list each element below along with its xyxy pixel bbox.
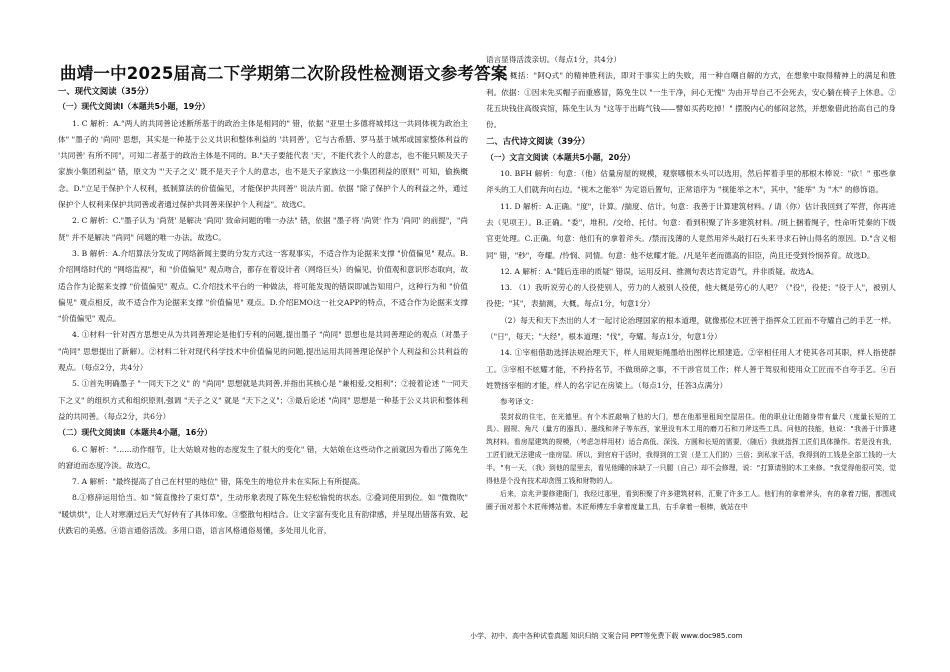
- answer-9: 9. 概括："阿Q式" 的精神胜利法，即对于事实上的失败，用一种自嘲自解的方式，在想象中取得精神上的满足和胜利。依据：①因未先买帽子而重感冒，陈免生以 "一生干净，问心无愧" 为由开导自己不会死去，安心躺在椅子上休息。②花五块钱住高级宾馆，陈免生认为 "这等于出晦气钱——譬如买药吃掉！" 摆脱内心的郁闷忿然，并想象借此抬高自己的身份。: [486, 71, 896, 130]
- answer-13-1: 13. （1）我听说劳心的人役使别人，劳力的人被别人役使，他大概是劳心的人吧？（"役"，役使；"役于人"，被别人役使；"其"，表揣测，大概。每点1分，句意1分）: [486, 283, 896, 309]
- subsection-heading-3: （一）文言文阅读（本题共5小题，20分）: [486, 152, 635, 162]
- answer-5: 5. ①首先明确墨子 "一同天下之义" 的 "尚同" 思想就是共同善,并指出其核心是 "兼相爱,交相利"；②接着论述 "一同天下之义" 的组织方式和组织原则,强调 "天子之义" 就是 "天下之义"；③最后论述 "尚同" 思想是一种基于公义共识和整体利益的共同善。（每点2分，共6分）: [58, 379, 468, 421]
- left-column: [58, 83, 468, 539]
- subsection-heading-2: （二）现代文阅读Ⅱ（本题共4小题，16分）: [58, 428, 212, 438]
- right-column: [486, 52, 896, 514]
- answer-12: 12. A 解析：A."随后连串的质疑" 错误，运用反问、推测句表达肯定语气，并非质疑。故选A。: [500, 266, 819, 276]
- answer-14: 14. ①宰相借助选择法规治理天下，样人用规矩绳墨给出图样比照建造。②宰相任用人才使其各司其职，样人指使群工。③宰相不炫耀才能，不矜持名节，不做琐碎之事，不干涉官员工作；样人善于驾驭和使用众工匠而不自夸手艺。④百姓赞扬宰相的才能，样人的名字记在房梁上。（每点1分，任答3点满分）: [486, 348, 896, 390]
- answer-6: 6. C 解析："……动作细节，让大姑娘对他的态度发生了很大的变化" 错，大姑娘在这些动作之前就因为看出了陈免生的窘迫而态度冷淡。故选C。: [58, 444, 468, 470]
- answer-2: 2. C 解析：C."墨子认为 '尚贤' 是解决 '尚同' 致命问题的唯一办法" 错，依据 "墨子将 '尚贤' 作为 '尚同' 的前提"，"尚贤" 并不是解决 "尚同" 问题的唯一办法。故选C。: [58, 216, 468, 242]
- section-heading-classical: 二、古代诗文阅读（39分）: [486, 136, 590, 147]
- section-heading-modern: 一、现代文阅读（35分）: [58, 86, 154, 96]
- answer-8-continued: 语言显得活泼亲切。（每点1分，共4分）: [486, 55, 621, 64]
- translation-paragraph-1: 裴封叔的住宅，在光德里。有个木匠敲响了他的大门，想在他那里租间空屋居住。他的职业让他随身带有量尺（度量长短的工具）、圆规、角尺（量方的器具）、墨线和斧子等东西，家里没有木工用的磨刀石和刀斧这些工具。问他的技能，他说："我善于计算建筑材料。看房屋建筑的规模，（考虑怎样用材）适合高低、深浅、方圆和长短的需要，（随后）我就指挥工匠们具体操作。若是没有我，工匠们就无法建成一座房屋。所以，到官府干活时，我得到的工资（是工人们的）三倍；到私家干活，我得到的工钱是全部工钱的一大半。"有一天，（我）到他的屋里去，看见他睡的床缺了一只腿（自己）却不会修理，说："打算请别的木工来修。"我觉得他很可笑，觉得他是个没有技术却贪图工钱和财物的人。: [486, 412, 896, 486]
- answer-8: 8.①修辞运用恰当。如 "简直像拎了束灯草"，生动形象表现了陈免生轻松愉悦的状态。②叠词使用到位。如 "微微吹" "暖烘烘"，让人对寒潮过后天气好转有了具体印象。③整散句相结合。让文字富有变化且有韵律感，并呈现出错落有致、起伏跌宕的美感。④语言通俗活泼。多用口语，语言风格通俗易懂，多处用儿化音，: [58, 493, 468, 536]
- document-title: 曲靖一中2025届高二下学期第二次阶段性检测语文参考答案: [60, 64, 508, 83]
- answer-7: 7. A 解析："最终提高了自己在村里的地位" 错，陈免生的地位并未在实际上有所提高。: [72, 477, 365, 487]
- translation-label: 参考译文：: [500, 397, 538, 407]
- answer-1: 1. C 解析：A."两人的共同善论述断所基于的政治主体是相同的" 错，依据 "亚里士多德将城邦这一共同体视为政治主体" "墨子的 '尚同' 思想，其实是一种基于公义共识和整体利益的 '共同善'，它与古希腊、罗马基于城邦或国家整体利益的 '共同善' 有所不同"，可知二者基于的政治主体是不同的。B."天子要能代表 '天'，不能代表个人的意志，也不能只顾及天子家族小集团利益" 错，原文为 "'天子之义' 既不是天子个人的意志，也不是天子家族这一小集团利益的原则" 可知，偷换概念。D."立足于保护个人权利，抵制算法的价值偏见，才能保护共同善" 说法片面。依据 "除了保护个人的利益之外，通过保护个人权利来保护共同善或者通过保护共同善来保护个人利益"。故选C。: [58, 118, 468, 210]
- footer-note: 小学、初中、高中各种试卷真题 知识归纳 文案合同 PPT等免费下载 www.doc985.com: [470, 632, 743, 640]
- answer-11: 11. D 解析：A.正确。"度"，计算。/揣度、估计。句意：我善于计算建筑材料。/ 请（你）估计我回到了军营，你再进去（见项王）。B.正确。"委"，堆积。/交给、托付。句意：看到积聚了许多建筑材料。/斑上捆着绳子，性命听凭秦的下级官吏处理。C.正确。句意：他们有的拿着斧头。/禁而浅薄的人竟然用斧头敲打石头来寻求石钟山得名的原因。D."含义相同" 错，"秒"，夸耀。/怜悯、同情。句意：他不炫耀才能。/凡是年老而德高的旧臣，尚且还受到怜悯养育。故选D。: [486, 201, 896, 260]
- subsection-heading-1: （一）现代文阅读Ⅰ（本题共5小题，19分）: [58, 102, 210, 112]
- answer-13-2: （2）每天和天下杰出的人才一起讨论治理国家的根本道理，就像那位木匠善于指挥众工匠而不夸耀自己的手艺一样。（"日"，每天；"大经"，根本道理；"伐"，夸耀。每点1分，句意1分）: [486, 315, 896, 342]
- answer-10: 10. BFH 解析：句意：（他）估量房屋的规模，观察哪根木头可以选用，然后挥着手里的那根木棒说："砍！" 那些拿斧头的工人们就奔向右边。"视木之能举" 为定语后置句，正常语序为 "视能举之木"，其中，"能举" 为 "木" 的修饰语。: [486, 169, 896, 195]
- translation-paragraph-2: 后来，京兆尹要修建衙门，我经过那里，看到积聚了许多建筑材料，汇聚了许多工人。他们有的拿着斧头，有的拿着刀锯，都围成圈子面对那个木匠师傅站着。木匠师傅左手拿着度量工具，右手拿着一根棒，就站在中: [486, 489, 896, 511]
- answer-3: 3. B 解析：A.介绍算法分发成了网络新闻主要的分发方式这一客观事实，不适合作为论据来支撑 "价值偏见" 观点。B.介绍网络时代的 "网络监视"，和 "价值偏见" 观点吻合，都存在着设计者（网络巨头）的偏见、价值观和意识形态取向，故适合作为论据来支撑 "价值偏见" 观点。C.介绍技术平台的一种做法，将可能发现的错误即诚告知用户，这种行为和 "价值偏见" 观点相反，故不适合作为论据来支撑 "价值偏见" 观点。D.介绍EMO这一社交APP的特点，不适合作为论据来支撑 "价值偏见" 观点。: [58, 248, 468, 324]
- answer-4: 4. ①材料一针对西方思想史从为共同善理论是他们专利的问题,提出墨子 "尚同" 思想也是共同善理论的观点（对墨子 "尚同" 思想提出了新解）。②材料二针对现代科学技术中价值偏见的问题,提出运用共同善理论保护个人利益和公共利益的观点。（每点2分，共4分）: [58, 330, 468, 373]
